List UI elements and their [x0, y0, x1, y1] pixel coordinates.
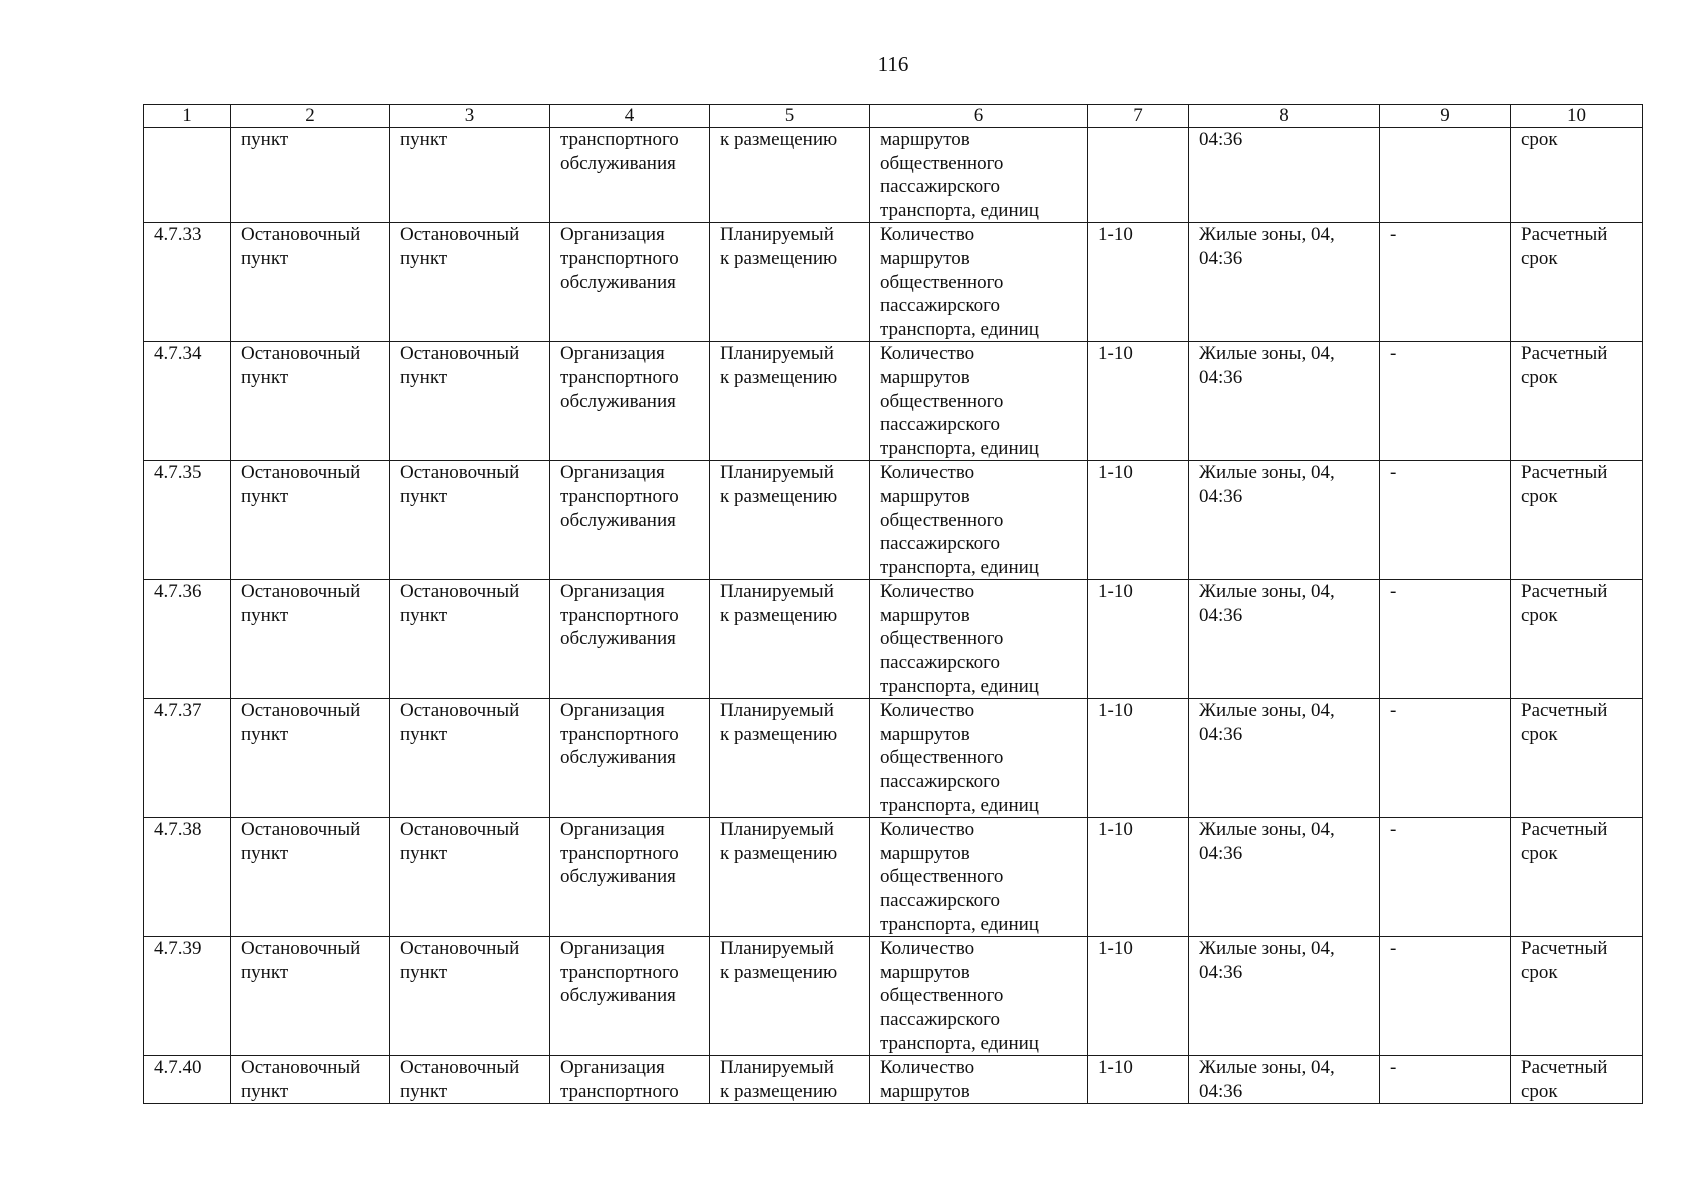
table-cell: 4.7.33	[144, 223, 231, 342]
table-cell: Остановочный пункт	[231, 223, 390, 342]
table-cell: Организация транспортного обслуживания	[550, 818, 710, 937]
table-cell: Остановочный пункт	[390, 223, 550, 342]
table-cell: Остановочный пункт	[231, 937, 390, 1056]
table-cell: 4.7.34	[144, 342, 231, 461]
table-cell: к размещению	[710, 128, 870, 223]
table-cell: 1-10	[1088, 937, 1189, 1056]
table-cell: -	[1380, 342, 1511, 461]
page-number: 116	[877, 52, 909, 76]
table-cell: 4.7.40	[144, 1056, 231, 1104]
table-cell: -	[1380, 580, 1511, 699]
table-row	[144, 223, 1643, 342]
table-cell: Расчетный срок	[1511, 1056, 1643, 1104]
table-cell: маршрутов общественного пассажирского транспорта, единиц	[870, 128, 1088, 223]
table-cell: 1-10	[1088, 580, 1189, 699]
table-cell: Планируемый к размещению	[710, 342, 870, 461]
table-cell: Остановочный пункт	[231, 818, 390, 937]
column-header: 5	[710, 105, 870, 128]
column-number-header	[144, 105, 1643, 128]
table-cell: Организация транспортного обслуживания	[550, 580, 710, 699]
column-header: 7	[1088, 105, 1189, 128]
table-cell: Количество маршрутов общественного пассажирского транспорта, единиц	[870, 580, 1088, 699]
table-cell: Расчетный срок	[1511, 818, 1643, 937]
table-cell: пункт	[390, 128, 550, 223]
table-cell: Жилые зоны, 04, 04:36	[1189, 580, 1380, 699]
table-cell: Планируемый к размещению	[710, 223, 870, 342]
table-cell: Остановочный пункт	[390, 342, 550, 461]
table-cell: Расчетный срок	[1511, 223, 1643, 342]
table-row	[144, 699, 1643, 818]
continuation-row	[144, 128, 1643, 223]
column-header: 3	[390, 105, 550, 128]
table-cell: Планируемый к размещению	[710, 937, 870, 1056]
table-cell	[144, 128, 231, 223]
table-cell: 1-10	[1088, 1056, 1189, 1104]
table-cell: Расчетный срок	[1511, 342, 1643, 461]
table-cell: Количество маршрутов общественного пассажирского транспорта, единиц	[870, 699, 1088, 818]
table-cell: Жилые зоны, 04, 04:36	[1189, 699, 1380, 818]
table-cell: Остановочный пункт	[390, 818, 550, 937]
column-header: 2	[231, 105, 390, 128]
table-cell: Планируемый к размещению	[710, 1056, 870, 1104]
data-table	[143, 104, 1643, 1104]
table-cell: Расчетный срок	[1511, 580, 1643, 699]
table-row	[144, 342, 1643, 461]
table-cell: 4.7.39	[144, 937, 231, 1056]
table-cell: -	[1380, 1056, 1511, 1104]
table-cell: Остановочный пункт	[231, 699, 390, 818]
table-cell: Жилые зоны, 04, 04:36	[1189, 342, 1380, 461]
column-header: 6	[870, 105, 1088, 128]
table-cell: Организация транспортного обслуживания	[550, 699, 710, 818]
table-cell: Жилые зоны, 04, 04:36	[1189, 1056, 1380, 1104]
column-header: 4	[550, 105, 710, 128]
table-cell: Организация транспортного обслуживания	[550, 461, 710, 580]
table-cell: 04:36	[1189, 128, 1380, 223]
table-cell: Планируемый к размещению	[710, 818, 870, 937]
table-cell: Количество маршрутов общественного пассажирского транспорта, единиц	[870, 342, 1088, 461]
table-cell: Жилые зоны, 04, 04:36	[1189, 937, 1380, 1056]
table-row	[144, 1056, 1643, 1104]
table-cell: -	[1380, 461, 1511, 580]
column-header: 10	[1511, 105, 1643, 128]
table-cell: Количество маршрутов общественного пассажирского транспорта, единиц	[870, 223, 1088, 342]
table-cell: 1-10	[1088, 342, 1189, 461]
table-cell: Остановочный пункт	[390, 461, 550, 580]
table-cell	[1380, 128, 1511, 223]
column-header: 1	[144, 105, 231, 128]
table-cell: Расчетный срок	[1511, 461, 1643, 580]
table-cell: Жилые зоны, 04, 04:36	[1189, 461, 1380, 580]
table-cell: Остановочный пункт	[390, 1056, 550, 1104]
table-cell: Остановочный пункт	[390, 699, 550, 818]
table-row	[144, 818, 1643, 937]
table-cell: -	[1380, 223, 1511, 342]
table-cell: пункт	[231, 128, 390, 223]
table-cell: Количество маршрутов общественного пассажирского транспорта, единиц	[870, 461, 1088, 580]
table-cell: транспортного обслуживания	[550, 128, 710, 223]
table-cell: срок	[1511, 128, 1643, 223]
table-cell: Остановочный пункт	[390, 937, 550, 1056]
table-cell: Планируемый к размещению	[710, 699, 870, 818]
table-row	[144, 937, 1643, 1056]
table-cell: Остановочный пункт	[231, 461, 390, 580]
table-row	[144, 580, 1643, 699]
table-cell: 4.7.38	[144, 818, 231, 937]
table-cell: Расчетный срок	[1511, 937, 1643, 1056]
table-cell: Количество маршрутов общественного пассажирского транспорта, единиц	[870, 818, 1088, 937]
table-cell: Планируемый к размещению	[710, 461, 870, 580]
table-cell: 4.7.37	[144, 699, 231, 818]
table-cell: Организация транспортного обслуживания	[550, 342, 710, 461]
column-header: 9	[1380, 105, 1511, 128]
table-cell: Организация транспортного	[550, 1056, 710, 1104]
table-cell: Количество маршрутов	[870, 1056, 1088, 1104]
table-cell: Жилые зоны, 04, 04:36	[1189, 818, 1380, 937]
table-cell: Остановочный пункт	[231, 580, 390, 699]
table-cell: Организация транспортного обслуживания	[550, 937, 710, 1056]
table-cell: Организация транспортного обслуживания	[550, 223, 710, 342]
table-cell: 1-10	[1088, 699, 1189, 818]
table-cell: Остановочный пункт	[231, 342, 390, 461]
table-cell: Остановочный пункт	[231, 1056, 390, 1104]
table-cell: 1-10	[1088, 223, 1189, 342]
table-cell: Количество маршрутов общественного пассажирского транспорта, единиц	[870, 937, 1088, 1056]
table-cell: Расчетный срок	[1511, 699, 1643, 818]
table-cell: Остановочный пункт	[390, 580, 550, 699]
table-cell: Планируемый к размещению	[710, 580, 870, 699]
table-cell: -	[1380, 818, 1511, 937]
table-cell	[1088, 128, 1189, 223]
table-cell: Жилые зоны, 04, 04:36	[1189, 223, 1380, 342]
table-cell: 4.7.35	[144, 461, 231, 580]
column-header: 8	[1189, 105, 1380, 128]
table-cell: 1-10	[1088, 461, 1189, 580]
table-cell: -	[1380, 937, 1511, 1056]
table-cell: -	[1380, 699, 1511, 818]
table-cell: 4.7.36	[144, 580, 231, 699]
table-cell: 1-10	[1088, 818, 1189, 937]
table-row	[144, 461, 1643, 580]
